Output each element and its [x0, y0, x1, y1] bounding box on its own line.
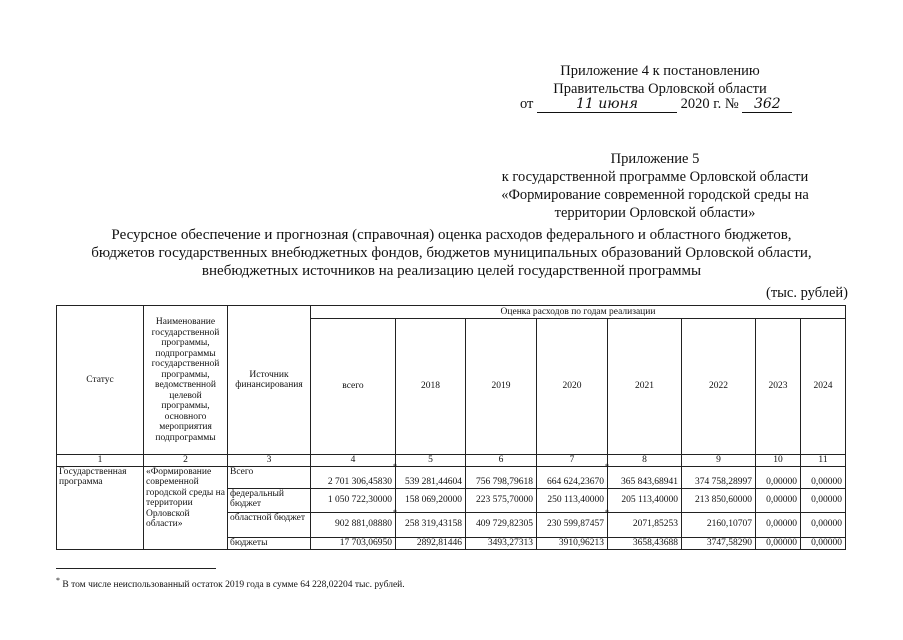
appendix5-line3: «Формирование современной городской среды на	[501, 187, 809, 203]
footnote-mark: *	[605, 507, 609, 517]
footnote	[56, 576, 405, 590]
value-cell: 0,00000	[801, 537, 846, 549]
value-cell: 0,00000	[801, 488, 846, 512]
value-cell: 3747,58290	[682, 537, 756, 549]
appendix5-line2: к государственной программе Орловской области	[501, 169, 809, 185]
header-year-2020: 2020	[537, 319, 608, 455]
value-cell: 258 319,43158	[396, 512, 466, 537]
value-cell: 3910,96213	[537, 537, 608, 549]
footnote-mark: *	[393, 507, 397, 517]
value-cell: 1 050 722,30000	[311, 488, 396, 512]
date-handwritten: 11 июня	[537, 96, 677, 113]
units-label: (тыс. рублей)	[766, 285, 848, 301]
col-number: 11	[801, 455, 846, 467]
value-text: 902 881,08880	[335, 519, 392, 530]
value-cell: 158 069,20000	[396, 488, 466, 512]
number-handwritten: 362	[742, 96, 792, 113]
col-number: 1	[57, 455, 144, 467]
value-cell: 3493,27313	[466, 537, 537, 549]
value-text: 664 624,23670	[547, 477, 604, 487]
value-cell: 17 703,06950	[311, 537, 396, 549]
header-year-2022: 2022	[682, 319, 756, 455]
header-year-2018: 2018	[396, 319, 466, 455]
value-cell	[537, 461, 609, 488]
col-number: 9	[682, 455, 756, 467]
title-line2: бюджетов государственных внебюджетных фондов, бюджетов муниципальных образований Орловской области,	[91, 245, 812, 261]
footnote-mark: *	[56, 576, 60, 585]
value-cell: 0,00000	[756, 488, 801, 512]
date-prefix: от	[520, 96, 534, 112]
header-source: Источник финансирования	[228, 306, 311, 455]
footnote-divider	[56, 568, 216, 569]
value-cell: 3658,43688	[608, 537, 682, 549]
value-cell	[311, 461, 397, 488]
value-cell: 409 729,82305	[466, 512, 537, 537]
value-cell: 2892,81446	[396, 537, 466, 549]
value-cell	[311, 507, 397, 537]
value-cell: 223 575,70000	[466, 488, 537, 512]
table-row	[57, 466, 846, 488]
value-cell: 250 113,40000	[537, 488, 608, 512]
col-number: 5	[396, 455, 466, 467]
status-cell: Государственная программа	[57, 466, 144, 549]
appendix4-line2: Правительства Орловской области	[553, 81, 767, 97]
header-status: Статус	[57, 306, 144, 455]
decree-date-number	[520, 96, 792, 113]
col-number: 6	[466, 455, 537, 467]
footnote-mark: *	[605, 461, 609, 471]
value-cell: 213 850,60000	[682, 488, 756, 512]
value-cell: 539 281,44604	[396, 466, 466, 488]
col-number: 2	[144, 455, 228, 467]
col-number: 7	[537, 455, 608, 467]
value-cell: 0,00000	[756, 466, 801, 488]
column-numbers-row	[57, 455, 846, 467]
date-year: 2020 г. №	[680, 96, 739, 112]
value-cell: 0,00000	[801, 512, 846, 537]
header-year-total: всего	[311, 319, 396, 455]
value-cell: 2160,10707	[682, 512, 756, 537]
source-cell: областной бюджет	[228, 512, 311, 537]
header-years-group: Оценка расходов по годам реализации	[311, 306, 846, 319]
source-cell: Всего	[228, 466, 311, 488]
value-cell: 374 758,28997	[682, 466, 756, 488]
program-name-cell: «Формирование современной городской среды на территории Орловской области»	[144, 466, 228, 549]
appendix5-line1: Приложение 5	[610, 151, 700, 167]
appendix4-header	[530, 62, 790, 98]
header-name: Наименование государственной программы, подпрограммы государственной программы, ведомственной целевой программы, основного мероприятия подпрограммы	[144, 306, 228, 455]
value-cell: 0,00000	[801, 466, 846, 488]
value-text: 230 599,87457	[547, 519, 604, 530]
source-cell: федеральный бюджет	[228, 488, 311, 512]
value-cell: 205 113,40000	[608, 488, 682, 512]
footnote-mark: *	[393, 461, 397, 471]
appendix5-header	[470, 150, 840, 222]
value-text: 2 701 306,45830	[327, 477, 392, 487]
col-number: 8	[608, 455, 682, 467]
title-line3: внебюджетных источников на реализацию целей государственной программы	[201, 263, 702, 279]
value-cell: 0,00000	[756, 512, 801, 537]
resources-table	[56, 305, 846, 550]
value-cell: 2071,85253	[608, 512, 682, 537]
col-number: 3	[228, 455, 311, 467]
appendix5-line4: территории Орловской области»	[554, 205, 756, 221]
header-year-2019: 2019	[466, 319, 537, 455]
value-cell: 0,00000	[756, 537, 801, 549]
appendix4-line1: Приложение 4 к постановлению	[560, 63, 760, 79]
col-number: 10	[756, 455, 801, 467]
footnote-text: В том числе неиспользованный остаток 2019 года в сумме 64 228,02204 тыс. рублей.	[62, 580, 405, 591]
value-cell: 756 798,79618	[466, 466, 537, 488]
value-cell	[537, 507, 609, 537]
col-number: 4	[311, 455, 396, 467]
value-cell: 365 843,68941	[608, 466, 682, 488]
title-line1: Ресурсное обеспечение и прогнозная (справочная) оценка расходов федерального и областного бюджетов,	[111, 227, 792, 243]
header-year-2023: 2023	[756, 319, 801, 455]
header-year-2021: 2021	[608, 319, 682, 455]
document-title	[60, 226, 843, 280]
header-year-2024: 2024	[801, 319, 846, 455]
source-cell: бюджеты	[228, 537, 311, 549]
